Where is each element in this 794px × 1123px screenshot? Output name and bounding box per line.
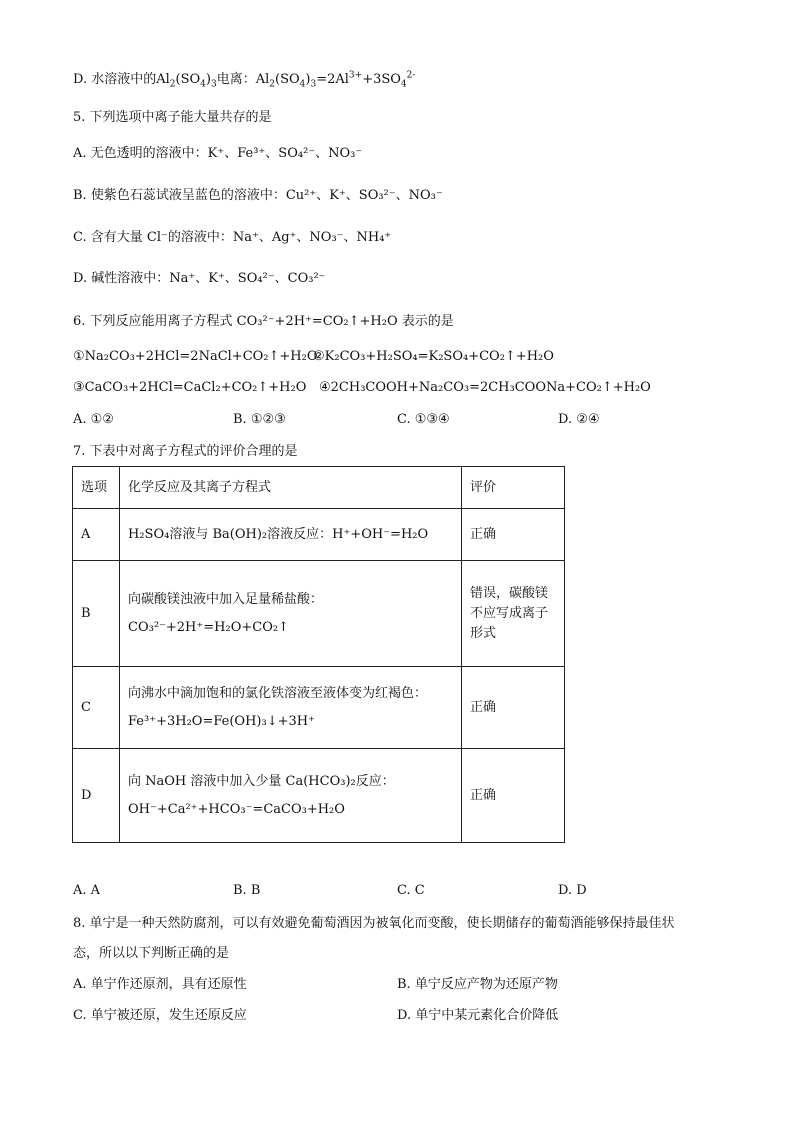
row-formula: OH⁻+Ca²⁺+HCO₃⁻=CaCO₃+H₂O	[128, 801, 345, 817]
q8-option-a: A. 单宁作还原剂，具有还原性	[73, 977, 247, 992]
q7-option-a: A. A	[73, 883, 101, 898]
table-row	[73, 509, 565, 561]
q8-option-c: C. 单宁被还原，发生还原反应	[73, 1008, 247, 1023]
q5-option-d: D. 碱性溶液中：Na⁺、K⁺、SO₄²⁻、CO₃²⁻	[73, 271, 326, 286]
row-description: H₂SO₄溶液与 Ba(OH)₂溶液反应：H⁺+OH⁻=H₂O	[120, 509, 462, 561]
q8-option-d: D. 单宁中某元素化合价降低	[397, 1008, 559, 1023]
q4-option-d	[73, 70, 415, 90]
row-description: 向碳酸镁浊液中加入足量稀盐酸：	[128, 591, 324, 607]
row-reaction-cell	[120, 667, 462, 749]
row-reaction-cell	[120, 561, 462, 667]
q8-option-b: B. 单宁反应产物为还原产物	[397, 977, 558, 992]
q7-option-c: C. C	[397, 883, 425, 898]
q4d-equation: $Al_2(SO_4)_3=2Al^{3+}+3SO_4^{2-}$	[255, 70, 416, 90]
q6-reaction-3: ③CaCO₃+2HCl=CaCl₂+CO₂↑+H₂O	[73, 380, 307, 395]
q6-option-d: D. ②④	[558, 412, 600, 427]
q4d-salt: $Al_2(SO_4)_3$	[156, 72, 217, 90]
row-option: B	[73, 561, 120, 667]
q6-stem: 6. 下列反应能用离子方程式 CO₃²⁻+2H⁺=CO₂↑+H₂O 表示的是	[73, 314, 454, 329]
table-row	[73, 749, 565, 843]
q5-option-c: C. 含有大量 Cl⁻的溶液中：Na⁺、Ag⁺、NO₃⁻、NH₄⁺	[73, 230, 392, 245]
q6-option-c: C. ①③④	[397, 412, 450, 427]
row-option: D	[73, 749, 120, 843]
q4d-mid: 电离：	[216, 72, 256, 87]
row-evaluation: 正确	[462, 509, 565, 561]
table-row	[73, 561, 565, 667]
q7-option-d: D. D	[558, 883, 587, 898]
table-row	[73, 667, 565, 749]
q5-option-b: B. 使紫色石蕊试液呈蓝色的溶液中：Cu²⁺、K⁺、SO₃²⁻、NO₃⁻	[73, 188, 443, 203]
row-evaluation: 正确	[462, 667, 565, 749]
row-reaction-cell	[120, 749, 462, 843]
q6-reaction-1: ①Na₂CO₃+2HCl=2NaCl+CO₂↑+H₂O	[73, 349, 318, 364]
q6-option-a: A. ①②	[73, 412, 114, 427]
q7-evaluation-table	[72, 466, 565, 843]
q8-stem-line2: 态，所以以下判断正确的是	[73, 946, 230, 961]
header-option: 选项	[73, 467, 120, 509]
header-evaluation: 评价	[462, 467, 565, 509]
q8-stem-line1: 8. 单宁是一种天然防腐剂，可以有效避免葡萄酒因为被氧化而变酸，使长期储存的葡萄酒能够保持最佳状	[73, 916, 675, 931]
q5-stem: 5. 下列选项中离子能大量共存的是	[73, 110, 272, 125]
q4d-label: D. 水溶液中的	[73, 72, 157, 87]
table-header-row	[73, 467, 565, 509]
q6-reaction-2: ②K₂CO₃+H₂SO₄=K₂SO₄+CO₂↑+H₂O	[313, 349, 554, 364]
q5-option-a: A. 无色透明的溶液中：K⁺、Fe³⁺、SO₄²⁻、NO₃⁻	[73, 146, 363, 161]
row-description: 向 NaOH 溶液中加入少量 Ca(HCO₃)₂反应：	[128, 773, 395, 789]
row-evaluation: 错误，碳酸镁不应写成离子形式	[462, 561, 565, 667]
q7-stem: 7. 下表中对离子方程式的评价合理的是	[73, 444, 298, 459]
q6-reaction-4: ④2CH₃COOH+Na₂CO₃=2CH₃COONa+CO₂↑+H₂O	[319, 380, 651, 395]
header-reaction: 化学反应及其离子方程式	[120, 467, 462, 509]
q7-option-b: B. B	[233, 883, 261, 898]
row-evaluation: 正确	[462, 749, 565, 843]
row-formula: CO₃²⁻+2H⁺=H₂O+CO₂↑	[128, 619, 289, 635]
row-option: A	[73, 509, 120, 561]
row-formula: Fe³⁺+3H₂O=Fe(OH)₃↓+3H⁺	[128, 713, 315, 729]
row-description: 向沸水中滴加饱和的氯化铁溶液至液体变为红褐色：	[128, 685, 428, 701]
row-option: C	[73, 667, 120, 749]
q6-option-b: B. ①②③	[233, 412, 286, 427]
